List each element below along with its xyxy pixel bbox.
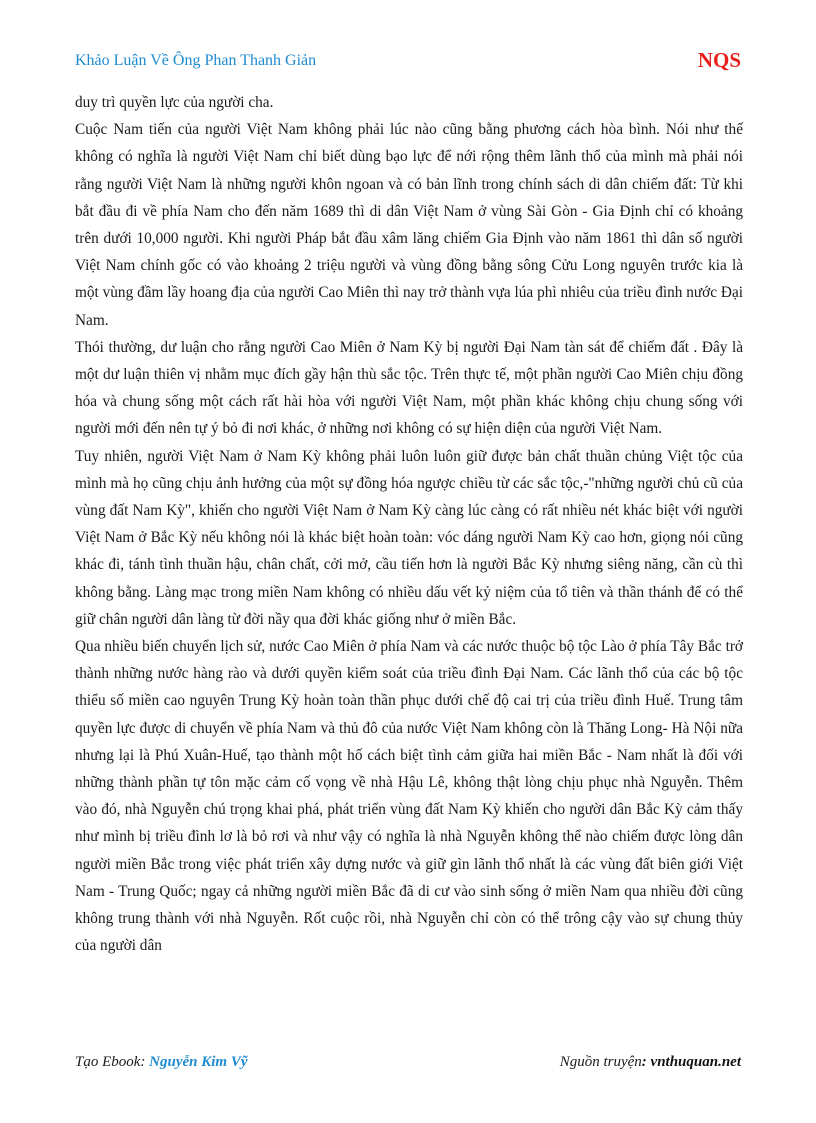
page-header [75, 48, 741, 78]
header-title: Khảo Luận Về Ông Phan Thanh Giản [75, 52, 317, 69]
document-body [75, 89, 743, 960]
source-label: Nguồn truyện [559, 1054, 642, 1070]
header-logo: NQS [697, 48, 741, 72]
ebook-label: Tạo Ebook [75, 1054, 141, 1070]
ebook-credit [75, 1054, 248, 1071]
source-separator: : [641, 1054, 651, 1070]
paragraph: Cuộc Nam tiến của người Việt Nam không phải lúc nào cũng bằng phương cách hòa bình. Nói như thế không có nghĩa là người Việt Nam chỉ biết dùng bạo lực để nới rộng thêm lãnh thổ của mình mà phải nói rằng người Việt Nam là những người khôn ngoan và có bản lĩnh trong chính sách di dân chiếm đất: Từ khi bắt đầu đi về phía Nam cho đến năm 1689 thì di dân Việt Nam ở vùng Sài Gòn - Gia Định chỉ có khoảng trên dưới 10,000 người. Khi người Pháp bắt đầu xâm lăng chiếm Gia Định vào năm 1861 thì dân số người Việt Nam chính gốc có vào khoảng 2 triệu người và vùng đồng bằng sông Cửu Long nguyên trước kia là một vùng đầm lầy hoang địa của người Cao Miên thì nay trở thành vựa lúa phì nhiêu của triều đình nước Đại Nam. [75, 121, 743, 329]
ebook-separator: : [140, 1054, 150, 1070]
page-footer [75, 1054, 741, 1078]
ebook-author: Nguyễn Kim Vỹ [149, 1054, 248, 1070]
source-credit [560, 1054, 741, 1071]
source-site[interactable]: vnthuquan.net [650, 1054, 741, 1070]
paragraph: duy trì quyền lực của người cha. [75, 94, 274, 111]
paragraph: Qua nhiều biến chuyển lịch sử, nước Cao Miên ở phía Nam và các nước thuộc bộ tộc Lào ở phía Tây Bắc trở thành những nước hàng rào và dưới quyền kiểm soát của triều đình Đại Nam. Các lãnh thổ của các bộ tộc thiểu số miền cao nguyên Trung Kỳ hoàn toàn thần phục dưới chế độ cai trị của triều đình Huế. Trung tâm quyền lực được di chuyển về phía Nam và thủ đô của nước Việt Nam không còn là Thăng Long- Hà Nội nữa nhưng lại là Phú Xuân-Huế, tạo thành một hố cách biệt tình cảm giữa hai miền Bắc - Nam nhất là đối với những thành phần tự tôn mặc cảm cố vọng về nhà Hậu Lê, không thật lòng chịu phục nhà Nguyễn. Thêm vào đó, nhà Nguyễn chú trọng khai phá, phát triển vùng đất Nam Kỳ khiến cho người dân Bắc Kỳ cảm thấy như mình bị triều đình lơ là bỏ rơi và như vậy có nghĩa là nhà Nguyễn không thể nào chiếm được lòng dân người miền Bắc trong việc phát triển xây dựng nước và giữ gìn lãnh thổ nhất là các vùng đất biên giới Việt Nam - Trung Quốc; ngay cả những người miền Bắc đã di cư vào sinh sống ở miền Nam qua nhiều đời cũng không trung thành với nhà Nguyễn. Rốt cuộc rồi, nhà Nguyễn chỉ còn có thể trông cậy vào sự chung thủy của người dân [75, 638, 743, 955]
paragraph: Thói thường, dư luận cho rằng người Cao Miên ở Nam Kỳ bị người Đại Nam tàn sát để chiếm đất . Đây là một dư luận thiên vị nhằm mục đích gầy hận thù sắc tộc. Trên thực tế, một phần người Cao Miên chịu đồng hóa và chung sống một cách rất hài hòa với người Việt Nam, một phần khác không chịu chung sống với người mới đến nên tự ý bỏ đi nơi khác, ở những nơi không có sự hiện diện của người Việt Nam. [75, 338, 743, 438]
paragraph: Tuy nhiên, người Việt Nam ở Nam Kỳ không phải luôn luôn giữ được bản chất thuần chủng Việt tộc của mình mà họ cũng chịu ảnh hưởng của một sự đồng hóa ngược chiều từ các sắc tộc,-"những người chủ cũ của vùng đất Nam Kỳ", khiến cho người Việt Nam ở Nam Kỳ càng lúc càng có rất nhiều nét khác biệt với người Việt Nam ở Bắc Kỳ nếu không nói là khác biệt hoàn toàn: vóc dáng người Nam Kỳ cao hơn, giọng nói cũng khác đi, tánh tình thuần hậu, chân chất, cởi mở, cầu tiến hơn là người Bắc Kỳ nhưng siêng năng, cần cù thì không bằng. Làng mạc trong miền Nam không có nhiều dấu vết kỷ niệm của tổ tiên và thần thánh để có thể giữ chân người dân làng từ đời nầy qua đời khác giống như ở miền Bắc. [75, 447, 743, 628]
